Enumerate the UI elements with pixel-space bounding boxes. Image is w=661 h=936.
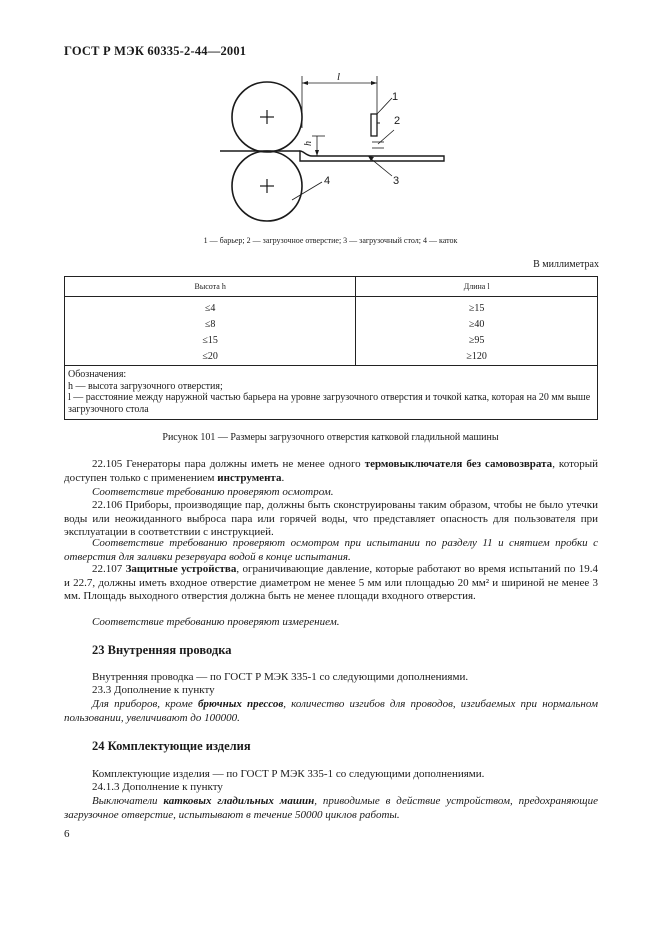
table-notes-row — [65, 366, 598, 420]
section-24-title: 24 Комплектующие изделия — [92, 739, 251, 753]
clause-22-107-check: Соответствие требованию проверяют измерением. — [92, 616, 340, 628]
text: Для приборов, кроме — [92, 698, 198, 710]
section-23-line1: Внутренняя проводка — по ГОСТ Р МЭК 335-1 со следующими дополнениями. — [92, 671, 469, 683]
ironer-diagram — [200, 70, 460, 232]
section-23-text — [64, 698, 598, 725]
table-cell: ≥40 — [468, 319, 485, 330]
text: , приводимые в действие устройством, предохраняющие загрузочное отверстие, испытывают в течение 50000 циклов работы. — [64, 795, 598, 821]
table-header-row — [65, 277, 598, 297]
section-24-line1: Комплектующие изделия — по ГОСТ Р МЭК 335-1 со следующими дополнениями. — [92, 768, 485, 780]
table-values-row — [65, 297, 598, 366]
col-height-header: Высота h — [65, 277, 356, 297]
note-l: l — расстояние между наружной частью барьера на уровне загрузочного отверстия и точкой катка, которая на 20 мм выше загрузочного стола — [68, 392, 591, 415]
table-cell: ≥15 — [468, 303, 485, 314]
clause-22-107 — [64, 563, 598, 604]
table-cell: ≤8 — [204, 319, 216, 330]
table-cell: ≤4 — [204, 303, 216, 314]
clause-22-105 — [64, 458, 598, 485]
table-cell: ≥120 — [466, 351, 487, 362]
dimensions-table — [64, 276, 598, 420]
section-24-text — [64, 795, 598, 822]
label-1: 1 — [392, 91, 399, 103]
label-3: 3 — [393, 175, 400, 187]
section-24-line2: 24.1.3 Дополнение к пункту — [92, 781, 223, 793]
text: 22.105 Генераторы пара должны иметь не менее одного — [92, 458, 365, 470]
table-cell: ≥95 — [468, 335, 485, 346]
clause-22-106: 22.106 Приборы, производящие пар, должны быть сконструированы таким образом, чтобы не было утечки воды или неожиданного выброса пара или горячей воды, что представляет опасность для пользователя при эксплуатации в соответствии с инструкцией. — [64, 499, 598, 538]
figure-title: Рисунок 101 — Размеры загрузочного отверстия катковой гладильной машины — [162, 432, 499, 443]
units-note: В миллиметрах — [533, 259, 599, 270]
barrier-1 — [371, 114, 377, 136]
notes-title: Обозначения: — [68, 369, 127, 380]
height-values — [65, 297, 356, 366]
text: Выключатели — [92, 795, 164, 807]
table-notes — [65, 366, 598, 420]
text: , количество изгибов для проводов, изгибаемых при нормальном пользовании, увеличивают до 100000. — [64, 698, 598, 724]
text: . — [281, 471, 285, 484]
text: , ограничивающие давление, которые работают во время испытаний по 19.4 и 22.7, должны иметь входное отверстие диаметром не менее 5 мм или площадью 20 мм² и шириной не менее 3 мм. Площадь выходного отверстия должна быть не менее площади входного отверстия. — [64, 563, 599, 602]
figure-legend: 1 — барьер; 2 — загрузочное отверстие; 3 — загрузочный стол; 4 — каток — [203, 236, 458, 245]
document-header: ГОСТ Р МЭК 60335-2-44—2001 — [64, 44, 247, 58]
table-cell: ≤20 — [202, 351, 218, 362]
section-23-title: 23 Внутренняя проводка — [92, 643, 232, 657]
label-2: 2 — [394, 115, 401, 127]
dim-l-label: l — [337, 71, 341, 83]
term-tool: инструмента — [217, 471, 282, 484]
clause-22-105-check: Соответствие требованию проверяют осмотром. — [92, 486, 334, 498]
clause-22-106-check: Соответствие требованию проверяют осмотром при испытании по разделу 11 и снятием пробки с отверстия для заливки резервуара водой в конце испытания. — [64, 537, 598, 563]
text: , который доступен только с применением — [64, 458, 599, 484]
page-number: 6 — [64, 828, 70, 840]
label-4: 4 — [324, 175, 331, 187]
term-protective-devices: Защитные устройства — [125, 563, 237, 575]
table-cell: ≤15 — [202, 335, 218, 346]
text: 22.107 — [92, 563, 126, 575]
dim-h-label: h — [303, 141, 314, 146]
note-h: h — высота загрузочного отверстия; — [68, 380, 223, 392]
section-23-line2: 23.3 Дополнение к пункту — [92, 684, 215, 696]
col-length-header: Длина l — [356, 277, 598, 297]
term-rotary-ironers: катковых гладильных машин — [163, 795, 315, 807]
length-values — [356, 297, 598, 366]
term-trouser-presses: брючных прессов — [197, 698, 284, 710]
term-thermal-cutout: термовыключателя без самовозврата — [364, 458, 553, 470]
